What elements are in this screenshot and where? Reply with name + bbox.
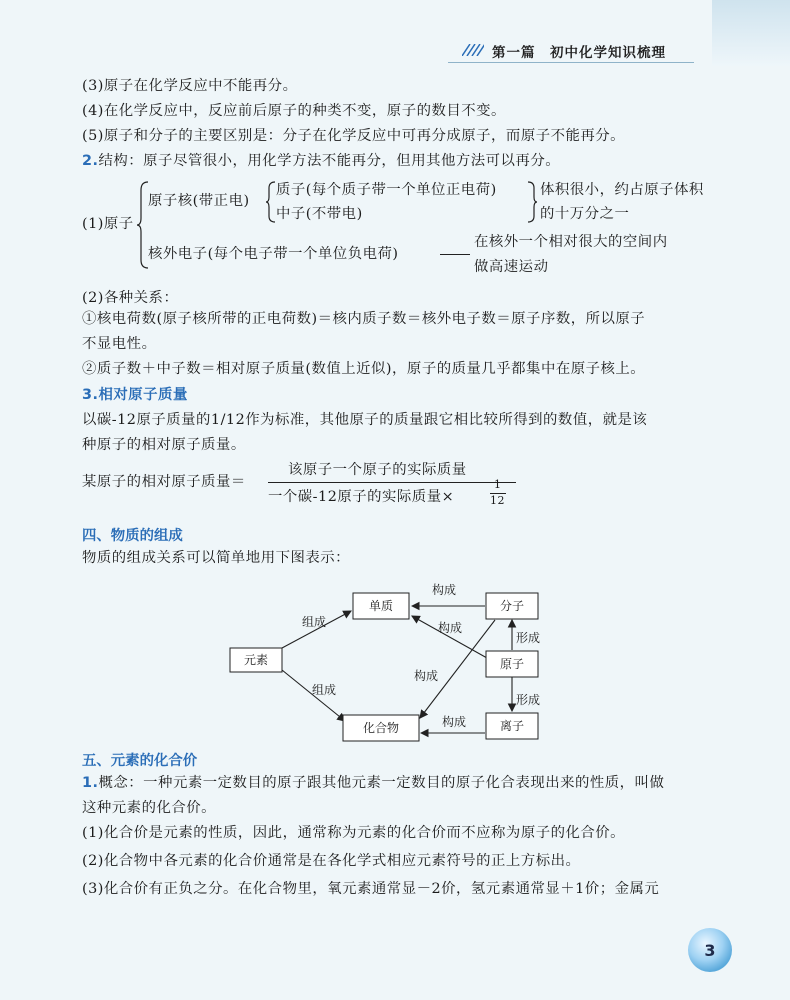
- space-text: 做高速运动: [474, 259, 549, 275]
- text-line: 不显电性。: [82, 336, 157, 352]
- header-rule: [448, 62, 694, 63]
- item-number: 2.: [82, 153, 99, 169]
- item-text: 结构：原子尽管很小，用化学方法不能再分，但用其他方法可以再分。: [98, 153, 561, 169]
- text-line: (4)在化学反应中，反应前后原子的种类不变，原子的数目不变。: [82, 103, 506, 119]
- space-text: 在核外一个相对很大的空间内: [474, 234, 668, 250]
- arrow-label: 构成: [414, 669, 439, 683]
- electron-label: 核外电子(每个电子带一个单位负电荷): [148, 246, 399, 262]
- relations-title: (2)各种关系：: [82, 290, 179, 306]
- text-line: [82, 151, 560, 171]
- text-line: (1)化合价是元素的性质，因此，通常称为元素的化合价而不应称为原子的化合价。: [82, 825, 626, 841]
- text-line: (2)化合物中各元素的化合价通常是在各化学式相应元素符号的正上方标出。: [82, 853, 581, 869]
- connector-line: [440, 254, 470, 255]
- subheading-text: 相对原子质量: [98, 386, 188, 403]
- section-heading: 五、元素的化合价: [82, 753, 198, 769]
- composition-diagram: [200, 578, 560, 748]
- formula-denominator: 一个碳-12原子的实际质量×: [268, 489, 455, 505]
- arrow-label: 形成: [516, 631, 541, 645]
- text-line: ②质子数＋中子数＝相对原子质量(数值上近似)，原子的质量几乎都集中在原子核上。: [82, 361, 646, 377]
- molecule-label: 分子: [499, 599, 525, 613]
- fraction-bar: [268, 482, 516, 483]
- element-label: 元素: [243, 653, 269, 667]
- item-text: 概念：一种元素一定数目的原子跟其他元素一定数目的原子化合表现出来的性质，叫做: [98, 775, 665, 791]
- text-line: 这种元素的化合价。: [82, 800, 217, 816]
- arrow-label: 构成: [432, 583, 457, 597]
- text-line: (5)原子和分子的主要区别是：分子在化学反应中可再分成原子，而原子不能再分。: [82, 128, 626, 144]
- neutron-label: 中子(不带电): [276, 206, 363, 222]
- formula-lhs: 某原子的相对原子质量＝: [82, 474, 246, 490]
- arrow-label: 构成: [442, 715, 467, 729]
- running-header: [428, 38, 790, 64]
- arrow-label: 形成: [516, 693, 541, 707]
- text-line: [82, 773, 664, 793]
- arrow-label: 构成: [438, 621, 463, 635]
- volume-text: 的十万分之一: [540, 206, 630, 222]
- small-denominator: 12: [490, 494, 505, 507]
- nucleus-label: 原子核(带正电): [148, 193, 250, 209]
- text-line: 物质的组成关系可以简单地用下图表示：: [82, 550, 351, 566]
- atom-label: (1)原子: [82, 216, 134, 232]
- volume-text: 体积很小，约占原子体积: [540, 182, 704, 198]
- page-number: 3: [704, 941, 716, 960]
- atom-label: 原子: [499, 657, 525, 671]
- item-number: 3.: [82, 387, 99, 403]
- ion-label: 离子: [499, 719, 525, 733]
- right-brace: [526, 180, 538, 224]
- text-line: (3)化合价有正负之分。在化合物里，氧元素通常显－2价，氢元素通常显＋1价；金属元: [82, 881, 660, 897]
- proton-label: 质子(每个质子带一个单位正电荷): [276, 182, 497, 198]
- page-number-badge: [684, 924, 736, 976]
- text-line: 以碳-12原子质量的1/12作为标准，其他原子的质量跟它相比较所得到的数值，就是该: [82, 412, 648, 428]
- section-heading: 四、物质的组成: [82, 528, 183, 544]
- formula-numerator: 该原子一个原子的实际质量: [288, 462, 467, 478]
- compound-label: 化合物: [362, 721, 400, 735]
- stripes-icon: [462, 44, 484, 56]
- simple-substance-label: 单质: [368, 599, 394, 613]
- subheading: [82, 385, 188, 405]
- text-line: (3)原子在化学反应中不能再分。: [82, 78, 298, 94]
- small-numerator: 1: [494, 478, 502, 491]
- item-number: 1.: [82, 775, 99, 791]
- text-line: 种原子的相对原子质量。: [82, 437, 246, 453]
- text-line: ①核电荷数(原子核所带的正电荷数)＝核内质子数＝核外电子数＝原子序数，所以原子: [82, 311, 646, 327]
- header-title: 第一篇 初中化学知识梳理: [492, 45, 666, 61]
- arrow-label: 组成: [302, 615, 327, 629]
- arrow-label: 组成: [312, 683, 337, 697]
